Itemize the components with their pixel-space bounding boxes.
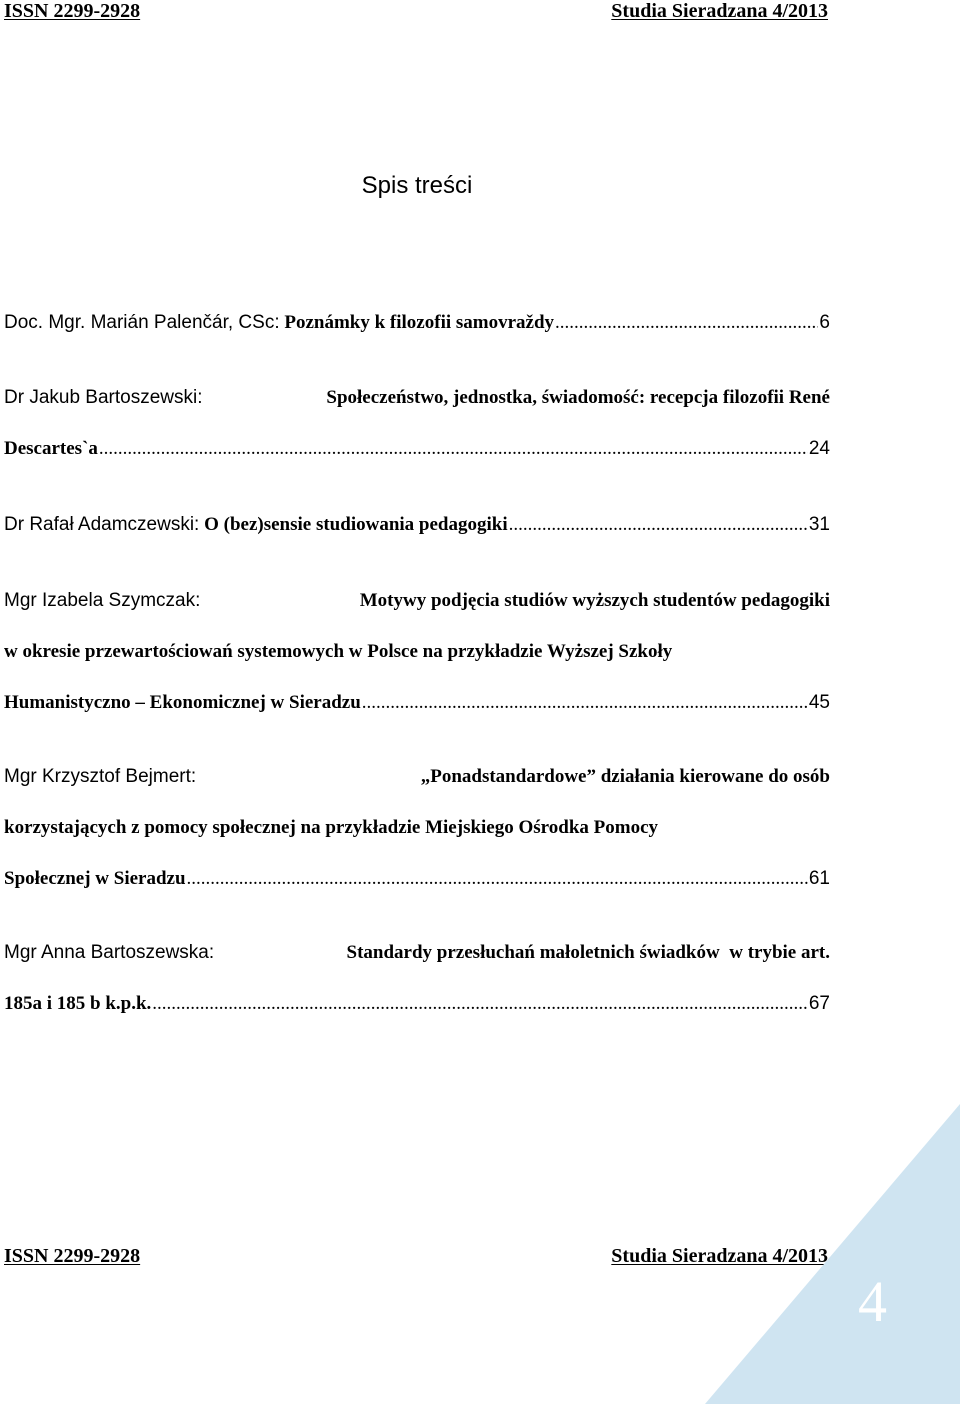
entry-author: Dr Rafał Adamczewski: xyxy=(4,514,200,535)
entry-title: Motywy podjęcia studiów wyższych studentów pedagogiki xyxy=(359,590,830,611)
page-number: 4 xyxy=(858,1269,887,1334)
page-footer xyxy=(4,1245,828,1267)
entry-title: Społeczeństwo, jednostka, świadomość: recepcja filozofii René xyxy=(326,387,830,408)
entry-title: Standardy przesłuchań małoletnich świadków w trybie art. xyxy=(346,942,830,963)
dot-leader xyxy=(99,436,808,462)
entry-author: Mgr Krzysztof Bejmert: xyxy=(4,766,197,787)
header-journal: Studia Sieradzana 4/2013 xyxy=(611,0,828,22)
entry-author: Doc. Mgr. Marián Palenčár, CSc: xyxy=(4,312,280,333)
entry-page: 45 xyxy=(808,692,830,713)
dot-leader xyxy=(362,690,808,716)
entry-author: Mgr Izabela Szymczak: xyxy=(4,590,201,611)
page-header xyxy=(4,0,828,22)
dot-leader xyxy=(187,866,808,892)
entry-title-cont: w okresie przewartościowań systemowych w Polsce na przykładzie Wyższej Szkoły xyxy=(4,641,673,662)
entry-page: 31 xyxy=(808,514,830,535)
entry-title: Poznámky k filozofii samovraždy xyxy=(284,312,555,333)
footer-journal: Studia Sieradzana 4/2013 xyxy=(611,1245,828,1267)
entry-title: O (bez)sensie studiowania pedagogiki xyxy=(204,514,508,535)
dot-leader xyxy=(152,991,808,1017)
entry-title-cont: Humanistyczno – Ekonomicznej w Sieradzu xyxy=(4,692,361,713)
entry-page: 6 xyxy=(819,312,830,333)
header-issn: ISSN 2299-2928 xyxy=(4,0,141,22)
footer-issn: ISSN 2299-2928 xyxy=(4,1245,141,1267)
entry-title-cont: 185a i 185 b k.p.k. xyxy=(4,993,152,1014)
entry-title-cont: korzystających z pomocy społecznej na przykładzie Miejskiego Ośrodka Pomocy xyxy=(4,817,659,838)
toc-title: Spis treści xyxy=(361,172,473,199)
entry-title-cont: Społecznej w Sieradzu xyxy=(4,868,186,889)
dot-leader xyxy=(555,310,818,336)
entry-page: 24 xyxy=(808,438,830,459)
entry-page: 67 xyxy=(808,993,830,1014)
dot-leader xyxy=(509,512,808,538)
entry-title: „Ponadstandardowe” działania kierowane do osób xyxy=(420,766,830,787)
entry-title-cont: Descartes`a xyxy=(4,438,98,459)
entry-author: Mgr Anna Bartoszewska: xyxy=(4,942,215,963)
entry-page: 61 xyxy=(808,868,830,889)
entry-author: Dr Jakub Bartoszewski: xyxy=(4,387,203,408)
